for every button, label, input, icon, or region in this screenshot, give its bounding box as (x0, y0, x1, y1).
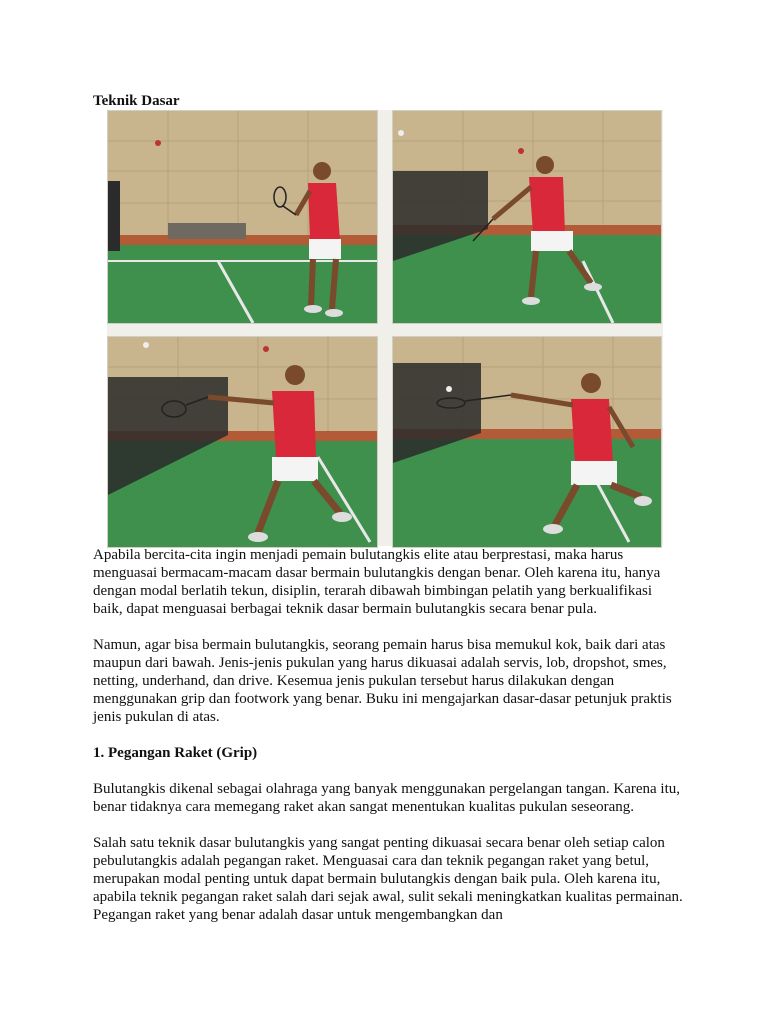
intro-paragraph-2: Namun, agar bisa bermain bulutangkis, seorang pemain harus bisa memukul kok, baik dari atas maupun dari bawah. Jenis-jenis pukulan yang harus dikuasai adalah servis, lob, dropshot, smes, netting, underhand, dan drive. Kesemua jenis pukulan tersebut harus dilakukan dengan menggunakan grip dan footwork yang benar. Buku ini mengajarkan dasar-dasar petunjuk praktis jenis pukulan di atas. (93, 637, 672, 725)
section-title: Teknik Dasar (93, 93, 180, 109)
photo-lunge-forehand (392, 110, 662, 324)
intro-paragraph-1: Apabila bercita-cita ingin menjadi pemain bulutangkis elite atau berprestasi, maka harus menguasai bermacam-macam dasar bermain bulutangkis dengan benar. Oleh karena itu, hanya dengan modal berlatih tekun, disiplin, terarah dibawah bimbingan pelatih yang berkualifikasi baik, dapat menguasai berbagai teknik dasar bermain bulutangkis secara benar pula. (93, 547, 661, 617)
photo-ready-stance (107, 110, 378, 324)
badminton-photo-grid (107, 110, 663, 546)
document-page (93, 92, 683, 924)
photo-reach-net (107, 336, 378, 548)
photo-backhand-reach (392, 336, 662, 548)
section-1-paragraph-1: Bulutangkis dikenal sebagai olahraga yang banyak menggunakan pergelangan tangan. Karena itu, benar tidaknya cara memegang raket akan sangat menentukan kualitas pukulan seseorang. (93, 781, 681, 815)
section-1-heading: 1. Pegangan Raket (Grip) (93, 745, 258, 761)
section-1-paragraph-2: Salah satu teknik dasar bulutangkis yang sangat penting dikuasai secara benar oleh setiap calon pebulutangkis adalah pegangan raket. Menguasai cara dan teknik pegangan raket yang betul, merupakan modal penting untuk dapat bermain bulutangkis dengan baik pula. Oleh karena itu, apabila teknik pegangan raket salah dari sejak awal, sulit sekali meningkatkan kualitas permainan. Pegangan raket yang benar adalah dasar untuk mengembangkan dan (93, 835, 683, 923)
